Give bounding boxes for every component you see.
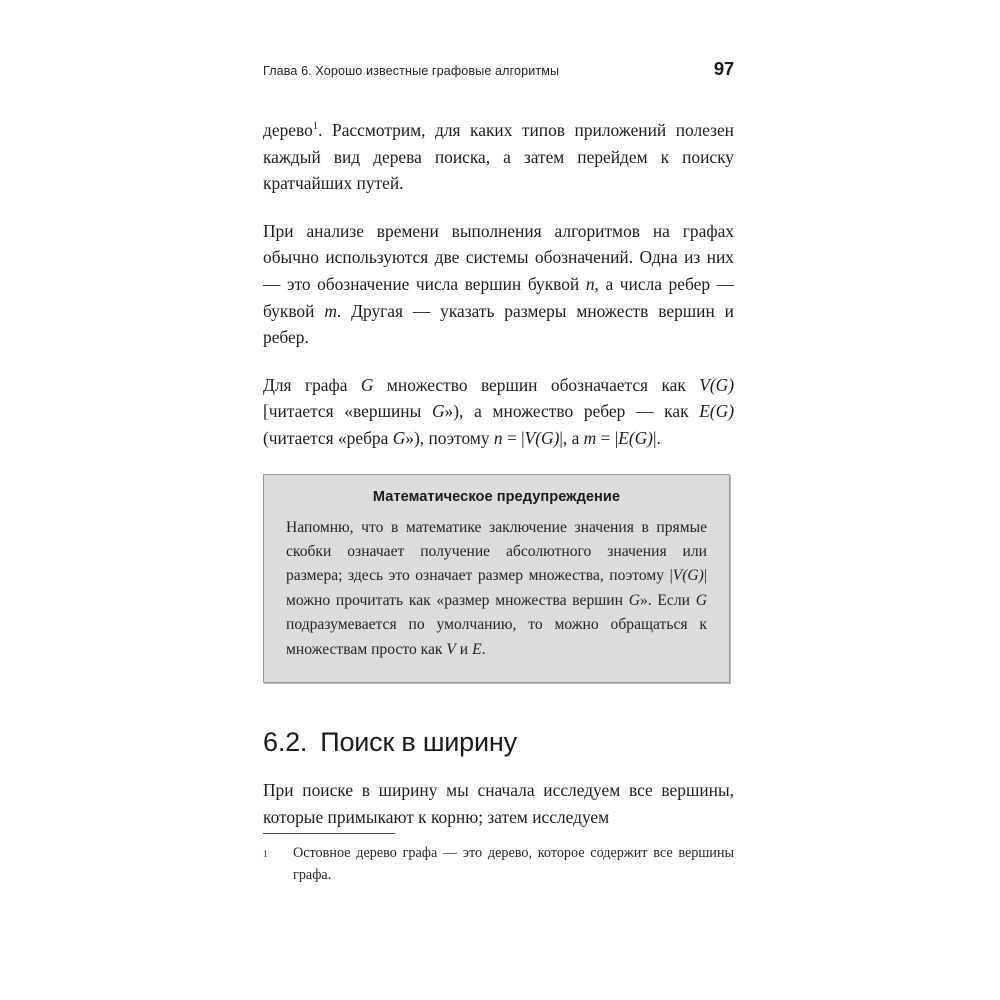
running-head-chapter-title: Глава 6. Хорошо известные графовые алгоритмы — [263, 64, 560, 78]
callout-body-text — [286, 516, 707, 662]
paragraph-vertex-edge-sets — [263, 372, 734, 452]
paragraph-2-part-3: . Другая — указать размеры множеств вершин и ребер. — [263, 300, 734, 348]
math-var-m: m — [324, 300, 337, 321]
callout-math-var-g-1: G — [628, 591, 640, 609]
paragraph-notation-systems — [263, 218, 734, 351]
page-number: 97 — [713, 58, 734, 79]
section-heading — [263, 727, 734, 758]
math-expr-vg-1: V(G) — [699, 374, 734, 395]
math-var-g-1: G — [360, 374, 374, 395]
section-title: Поиск в ширину — [320, 726, 517, 757]
running-head — [263, 58, 734, 80]
paragraph-2-part-2: , а числа ребер — буквой — [263, 273, 734, 321]
callout-math-var-e: E — [472, 640, 482, 658]
paragraph-3-part-9: = | — [596, 427, 619, 448]
footnote-separator-rule — [263, 833, 395, 834]
footnote-text: Остовное дерево графа — это дерево, которое содержит все вершины графа. — [293, 845, 734, 883]
callout-part-2: | можно прочитать как «размер множества вершин — [286, 567, 707, 609]
section-number: 6.2. — [263, 726, 308, 757]
callout-math-var-g-2: G — [695, 591, 707, 609]
paragraph-3-part-10: |. — [652, 427, 661, 448]
footnote-marker: 1 — [263, 849, 268, 860]
paragraph-3-part-2: множество вершин обозначается как — [373, 374, 700, 395]
math-var-n: n — [585, 273, 595, 294]
math-expr-eg-2: E(G) — [618, 427, 653, 448]
math-expr-eg-1: E(G) — [699, 401, 734, 422]
math-var-n-2: n — [493, 427, 503, 448]
paragraph-2-part-1: При анализе времени выполнения алгоритмов на графах обычно используются две системы обозначений. Одна из них — это обозначение числа вершин буквой — [263, 220, 734, 294]
math-warning-callout — [263, 474, 730, 683]
callout-math-expr-vg: V(G) — [672, 567, 704, 585]
footnote-reference-marker: 1 — [312, 120, 319, 133]
paragraph-bfs-intro: При поиске в ширину мы сначала исследуем все вершины, которые примыкают к корню; затем исследуем — [263, 779, 734, 827]
math-var-g-3: G — [392, 427, 406, 448]
footnote-item — [263, 843, 734, 886]
callout-title: Математическое предупреждение — [372, 488, 621, 505]
paragraph-1-rest: . Рассмотрим, для каких типов приложений полезен каждый вид дерева поиска, а затем перейдем к поиску кратчайших путей. — [263, 120, 734, 194]
paragraph-3-part-1: Для графа — [263, 374, 361, 395]
callout-part-5: и — [455, 640, 473, 658]
paragraph-3-part-4: »), а множество ребер — как — [444, 401, 700, 422]
body-text-block — [263, 117, 734, 452]
paragraph-3-part-3: [читается «вершины — [263, 401, 432, 422]
math-expr-vg-2: V(G) — [524, 427, 560, 448]
paragraph-3-part-5: (читается «ребра — [263, 427, 393, 448]
math-var-m-2: m — [583, 427, 597, 448]
paragraph-continuation — [263, 117, 734, 197]
math-var-g-2: G — [431, 401, 445, 422]
callout-math-var-v: V — [446, 640, 456, 658]
paragraph-3-part-8: |, а — [559, 427, 584, 448]
callout-part-3: ». Если — [639, 591, 696, 609]
paragraph-1-lead: дерево — [263, 120, 313, 140]
footnote-area — [263, 833, 734, 886]
callout-part-4: подразумевается по умолчанию, то можно обращаться к множествам просто как — [286, 616, 707, 658]
callout-part-1: Напомню, что в математике заключение значения в прямые скобки означает получение абсолютного значения или размера; здесь это означает размер множества, поэтому | — [286, 518, 707, 585]
page-content-column — [263, 58, 734, 830]
paragraph-3-part-7: = | — [502, 427, 525, 448]
paragraph-3-part-6: »), поэтому — [405, 427, 494, 448]
callout-part-6: . — [481, 640, 486, 658]
